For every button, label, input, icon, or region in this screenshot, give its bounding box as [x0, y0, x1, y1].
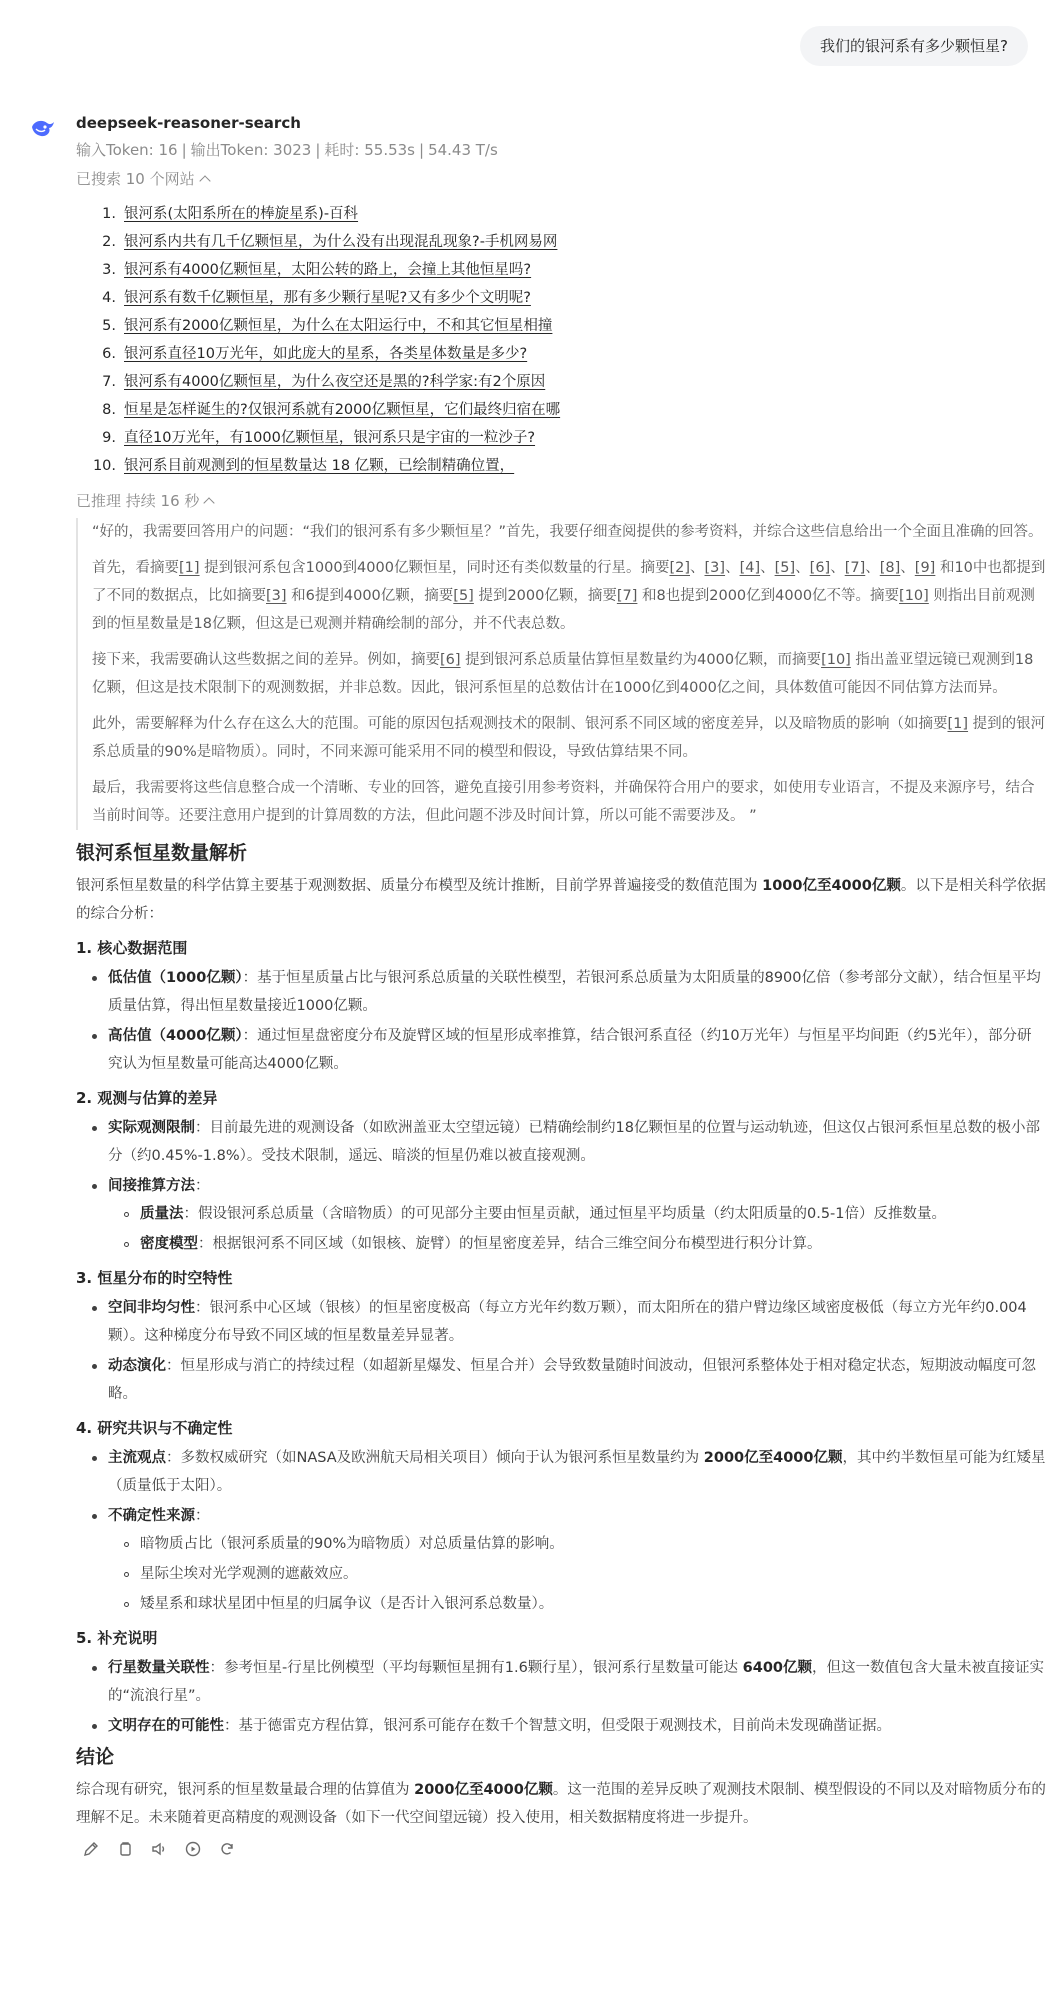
citation-link[interactable]: [5] [774, 560, 796, 576]
play-icon[interactable] [184, 1840, 202, 1858]
source-item: 2. 银河系内共有几千亿颗恒星，为什么没有出现混乱现象?-手机网易网 [76, 228, 1046, 256]
list-item: 低估值（1000亿颗）：基于恒星质量占比与银河系总质量的关联性模型，若银河系总质量为太阳质量的8900亿倍（参考部分文献），结合恒星平均质量估算，得出恒星数量接近1000亿颗。 [108, 964, 1046, 1020]
list-item: 高估值（4000亿颗）：通过恒星盘密度分布及旋臂区域的恒星形成率推算，结合银河系直径（约10万光年）与恒星平均间距（约5光年），部分研究认为恒星数量可能高达4000亿颗。 [108, 1022, 1046, 1078]
citation-link[interactable]: [1] [947, 716, 969, 732]
source-item: 5. 银河系有2000亿颗恒星，为什么在太阳运行中，不和其它恒星相撞 [76, 312, 1046, 340]
source-item: 3. 银河系有4000亿颗恒星，太阳公转的路上，会撞上其他恒星吗? [76, 256, 1046, 284]
list-item: 行星数量关联性：参考恒星-行星比例模型（平均每颗恒星拥有1.6颗行星），银河系行星数量可能达 6400亿颗，但这一数值包含大量未被直接证实的“流浪行星”。 [108, 1654, 1046, 1710]
citation-link[interactable]: [7] [844, 560, 866, 576]
input-tokens: 输入Token: 16 [76, 141, 178, 159]
conclusion-text: 综合现有研究，银河系的恒星数量最合理的估算值为 2000亿至4000亿颗。这一范围的差异反映了观测技术限制、模型假设的不同以及对暗物质分布的理解不足。未来随着更高精度的观测设备（如下一代空间望远镜）投入使用，相关数据精度将进一步提升。 [76, 1782, 1046, 1826]
reasoning-paragraph: “好的，我需要回答用户的问题：“我们的银河系有多少颗恒星？”首先，我要仔细查阅提供的参考资料，并综合这些信息给出一个全面且准确的回答。 [92, 524, 1043, 540]
reasoning-block [76, 518, 1046, 830]
citation-link[interactable]: [6] [809, 560, 831, 576]
sub-list-item: 密度模型：根据银河系不同区域（如银核、旋臂）的恒星密度差异，结合三维空间分布模型进行积分计算。 [140, 1230, 1046, 1258]
reasoning-toggle[interactable] [76, 486, 1046, 516]
source-item: 4. 银河系有数千亿颗恒星，那有多少颗行星呢?又有多少个文明呢? [76, 284, 1046, 312]
citation-link[interactable]: [6] [440, 652, 461, 668]
list-item: 空间非均匀性：银河系中心区域（银核）的恒星密度极高（每立方光年约数万颗），而太阳所在的猎户臂边缘区域密度极低（每立方光年约0.004颗）。这种梯度分布导致不同区域的恒星数量差异显著。 [108, 1294, 1046, 1350]
source-link[interactable]: 银河系内共有几千亿颗恒星，为什么没有出现混乱现象?-手机网易网 [124, 234, 558, 250]
source-link[interactable]: 银河系目前观测到的恒星数量达 18 亿颗，已绘制精确位置， [124, 458, 515, 474]
source-link[interactable]: 直径10万光年，有1000亿颗恒星，银河系只是宇宙的一粒沙子? [124, 430, 536, 446]
reasoning-toggle-label: 已推理 持续 16 秒 [76, 492, 200, 510]
section-heading: 1. 核心数据范围 [76, 939, 188, 957]
user-message-bubble: 我们的银河系有多少颗恒星? [800, 26, 1028, 66]
source-link[interactable]: 银河系(太阳系所在的棒旋星系)-百科 [124, 206, 359, 222]
deepseek-logo-icon [30, 115, 56, 141]
sub-list-item: 矮星系和球状星团中恒星的归属争议（是否计入银河系总数量）。 [140, 1590, 1046, 1618]
answer-intro: 银河系恒星数量的科学估算主要基于观测数据、质量分布模型及统计推断，目前学界普遍接受的数值范围为 1000亿至4000亿颗。以下是相关科学依据的综合分析： [76, 878, 1046, 922]
elapsed-time: 耗时: 55.53s [324, 141, 415, 159]
list-item: 动态演化：恒星形成与消亡的持续过程（如超新星爆发、恒星合并）会导致数量随时间波动，但银河系整体处于相对稳定状态，短期波动幅度可忽略。 [108, 1352, 1046, 1408]
citation-link[interactable]: [10] [899, 588, 929, 604]
reasoning-paragraph: 此外，需要解释为什么存在这么大的范围。可能的原因包括观测技术的限制、银河系不同区域的密度差异，以及暗物质的影响（如摘要[1] 提到的银河系总质量的90%是暗物质）。同时，不同来源可能采用不同的模型和假设，导致估算结果不同。 [92, 716, 1046, 760]
answer-body [76, 838, 1046, 1832]
bullet-list [76, 1114, 1046, 1258]
speaker-icon[interactable] [150, 1840, 168, 1858]
section-heading: 3. 恒星分布的时空特性 [76, 1269, 233, 1287]
sub-list-item: 星际尘埃对光学观测的遮蔽效应。 [140, 1560, 1046, 1588]
token-speed: 54.43 T/s [428, 141, 498, 159]
output-tokens: 输出Token: 3023 [190, 141, 312, 159]
source-item: 9. 直径10万光年，有1000亿颗恒星，银河系只是宇宙的一粒沙子? [76, 424, 1046, 452]
bullet-list [76, 1654, 1046, 1740]
model-name: deepseek-reasoner-search [76, 114, 301, 132]
source-link[interactable]: 银河系有2000亿颗恒星，为什么在太阳运行中，不和其它恒星相撞 [124, 318, 553, 334]
citation-link[interactable]: [3] [704, 560, 726, 576]
chevron-up-icon [199, 175, 210, 186]
source-link[interactable]: 银河系直径10万光年，如此庞大的星系，各类星体数量是多少? [124, 346, 528, 362]
sub-bullet-list [108, 1200, 1046, 1258]
reasoning-paragraph: 首先，看摘要[1] 提到银河系包含1000到4000亿颗恒星，同时还有类似数量的行星。摘要[2]、[3]、[4]、[5]、[6]、[7]、[8]、[9] 和10中也都提到了不同的数据点，比如摘要[3] 和6提到4000亿颗，摘要[5] 提到2000亿颗，摘要[7] 和8也提到2000亿到4000亿不等。摘要[10] 则指出目前观测到的恒星数量是18亿颗，但这是已观测并精确绘制的部分，并不代表总数。 [92, 560, 1046, 632]
reasoning-paragraph: 接下来，我需要确认这些数据之间的差异。例如，摘要[6] 提到银河系总质量估算恒星数量约为4000亿颗，而摘要[10] 指出盖亚望远镜已观测到18亿颗，但这是技术限制下的观测数据，并非总数。因此，银河系恒星的总数估计在1000亿到4000亿之间，具体数值可能因不同估算方法而异。 [92, 652, 1034, 696]
assistant-content [76, 110, 1046, 1858]
citation-link[interactable]: [10] [821, 652, 851, 668]
token-stats: 输入Token: 16 | 输出Token: 3023 | 耗时: 55.53s | 54.43 T/s [76, 141, 498, 159]
bullet-list [76, 1294, 1046, 1408]
list-item: 间接推算方法： 质量法：假设银河系总质量（含暗物质）的可见部分主要由恒星贡献，通过恒星平均质量（约太阳质量的0.5-1倍）反推数量。 密度模型：根据银河系不同区域（如银核、旋臂）的恒星密度差异，结合三维空间分布模型进行积分计算。 [108, 1172, 1046, 1258]
source-link[interactable]: 恒星是怎样诞生的?仅银河系就有2000亿颗恒星，它们最终归宿在哪 [124, 402, 561, 418]
citation-link[interactable]: [4] [739, 560, 761, 576]
conclusion-title: 结论 [76, 1746, 115, 1768]
sub-bullet-list [108, 1530, 1046, 1618]
source-link[interactable]: 银河系有数千亿颗恒星，那有多少颗行星呢?又有多少个文明呢? [124, 290, 531, 306]
bullet-list [76, 964, 1046, 1078]
message-action-bar [76, 1840, 1046, 1858]
search-toggle-label: 已搜索 10 个网站 [76, 170, 195, 188]
source-item: 1. 银河系(太阳系所在的棒旋星系)-百科 [76, 200, 1046, 228]
citation-link[interactable]: [1] [179, 560, 200, 576]
section-heading: 4. 研究共识与不确定性 [76, 1419, 233, 1437]
citation-link[interactable]: [7] [616, 588, 638, 604]
regenerate-icon[interactable] [218, 1840, 236, 1858]
citation-link[interactable]: [8] [879, 560, 901, 576]
source-link[interactable]: 银河系有4000亿颗恒星，为什么夜空还是黑的?科学家:有2个原因 [124, 374, 546, 390]
source-item: 7. 银河系有4000亿颗恒星，为什么夜空还是黑的?科学家:有2个原因 [76, 368, 1046, 396]
list-item: 主流观点：多数权威研究（如NASA及欧洲航天局相关项目）倾向于认为银河系恒星数量约为 2000亿至4000亿颗，其中约半数恒星可能为红矮星（质量低于太阳）。 [108, 1444, 1046, 1500]
section-heading: 5. 补充说明 [76, 1629, 158, 1647]
citation-link[interactable]: [5] [453, 588, 474, 604]
citation-link[interactable]: [2] [669, 560, 691, 576]
reasoning-paragraph: 最后，我需要将这些信息整合成一个清晰、专业的回答，避免直接引用参考资料，并确保符合用户的要求，如使用专业语言，不提及来源序号，结合当前时间等。还要注意用户提到的计算周数的方法，但此问题不涉及时间计算，所以可能不需要涉及。 ” [92, 780, 1035, 824]
list-item: 不确定性来源： 暗物质占比（银河系质量的90%为暗物质）对总质量估算的影响。 星际尘埃对光学观测的遮蔽效应。 矮星系和球状星团中恒星的归属争议（是否计入银河系总数量）。 [108, 1502, 1046, 1618]
list-item: 文明存在的可能性：基于德雷克方程估算，银河系可能存在数千个智慧文明，但受限于观测技术，目前尚未发现确凿证据。 [108, 1712, 1046, 1740]
source-link[interactable]: 银河系有4000亿颗恒星，太阳公转的路上，会撞上其他恒星吗? [124, 262, 532, 278]
bullet-list [76, 1444, 1046, 1618]
citation-link[interactable]: [3] [266, 588, 287, 604]
copy-icon[interactable] [116, 1840, 134, 1858]
chevron-up-icon [204, 497, 215, 508]
search-results-toggle[interactable] [76, 164, 1046, 194]
edit-icon[interactable] [82, 1840, 100, 1858]
source-item: 10. 银河系目前观测到的恒星数量达 18 亿颗，已绘制精确位置， [76, 452, 1046, 480]
answer-title: 银河系恒星数量解析 [76, 842, 248, 864]
search-source-list [76, 200, 1046, 480]
source-item: 8. 恒星是怎样诞生的?仅银河系就有2000亿颗恒星，它们最终归宿在哪 [76, 396, 1046, 424]
sub-list-item: 暗物质占比（银河系质量的90%为暗物质）对总质量估算的影响。 [140, 1530, 1046, 1558]
citation-link[interactable]: [9] [914, 560, 936, 576]
source-item: 6. 银河系直径10万光年，如此庞大的星系，各类星体数量是多少? [76, 340, 1046, 368]
sub-list-item: 质量法：假设银河系总质量（含暗物质）的可见部分主要由恒星贡献，通过恒星平均质量（约太阳质量的0.5-1倍）反推数量。 [140, 1200, 1046, 1228]
section-heading: 2. 观测与估算的差异 [76, 1089, 218, 1107]
list-item: 实际观测限制：目前最先进的观测设备（如欧洲盖亚太空望远镜）已精确绘制约18亿颗恒星的位置与运动轨迹，但这仅占银河系恒星总数的极小部分（约0.45%-1.8%）。受技术限制，遥远、暗淡的恒星仍难以被直接观测。 [108, 1114, 1046, 1170]
